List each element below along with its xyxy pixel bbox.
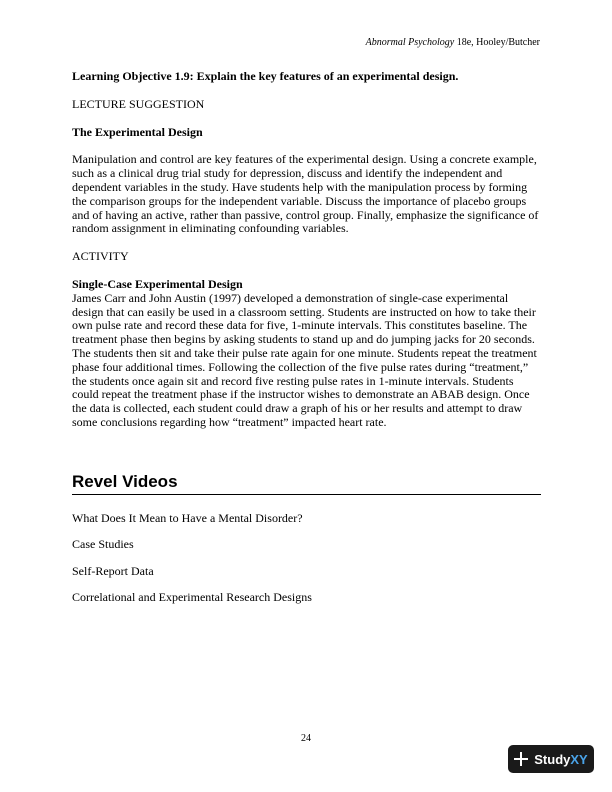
studyxy-badge[interactable] [508, 745, 594, 773]
video-item: What Does It Mean to Have a Mental Disorder? [72, 511, 303, 525]
video-item: Correlational and Experimental Research Designs [72, 590, 312, 605]
badge-brand-prefix: Study [534, 751, 571, 767]
video-item: Case Studies [72, 537, 134, 552]
main-content [72, 70, 541, 430]
running-header [366, 37, 540, 49]
badge-brand-suffix: XY [570, 751, 588, 767]
video-item: Self-Report Data [72, 563, 154, 578]
edition-authors: 18e, Hooley/Butcher [456, 37, 540, 48]
revel-video-list [72, 512, 541, 618]
learning-objective: Learning Objective 1.9: Explain the key features of an experimental design. [72, 69, 459, 83]
book-title: Abnormal Psychology [365, 37, 455, 48]
revel-videos-heading: Revel Videos [72, 472, 541, 495]
badge-brand [534, 752, 587, 767]
activity-body: James Carr and John Austin (1997) developed a demonstration of single-case experimental design that can easily be used in a classroom setting. Students are instructed on how to take their own pulse rate and record these data for five, 1-minute intervals. This constitutes baseline. The treatment phase then begins by asking students to stand up and do jumping jacks for 20 seconds. The students then sit and take their pulse rate again for one minute. Students repeat the treatment phase four additional times. Following the collection of the five pulse rates during “treatment,” the students once again sit and record five resting pulse rates in 1-minute intervals. Students could repeat the treatment phase if the instructor wishes to demonstrate an ABAB design. Once the data is collected, each student could draw a graph of his or her results and attempt to draw some conclusions regarding how “treatment” impacted heart rate. [72, 290, 537, 429]
lecture-body: Manipulation and control are key features of the experimental design. Using a concrete example, such as a clinical drug trial study for depression, discuss and identify the independent and dependent variables in the study. Have students help with the manipulation process by forming the comparison groups for the independent variable. Discuss the importance of placebo groups and of having an active, rather than passive, control group. Finally, emphasize the significance of random assignment in eliminating confounding variables. [72, 152, 539, 236]
page-number: 24 [301, 733, 311, 744]
lecture-suggestion-label: LECTURE SUGGESTION [72, 96, 205, 111]
plus-icon [514, 752, 528, 766]
lecture-title: The Experimental Design [72, 124, 203, 139]
activity-label: ACTIVITY [72, 249, 129, 264]
activity-title: Single-Case Experimental Design [72, 276, 243, 291]
